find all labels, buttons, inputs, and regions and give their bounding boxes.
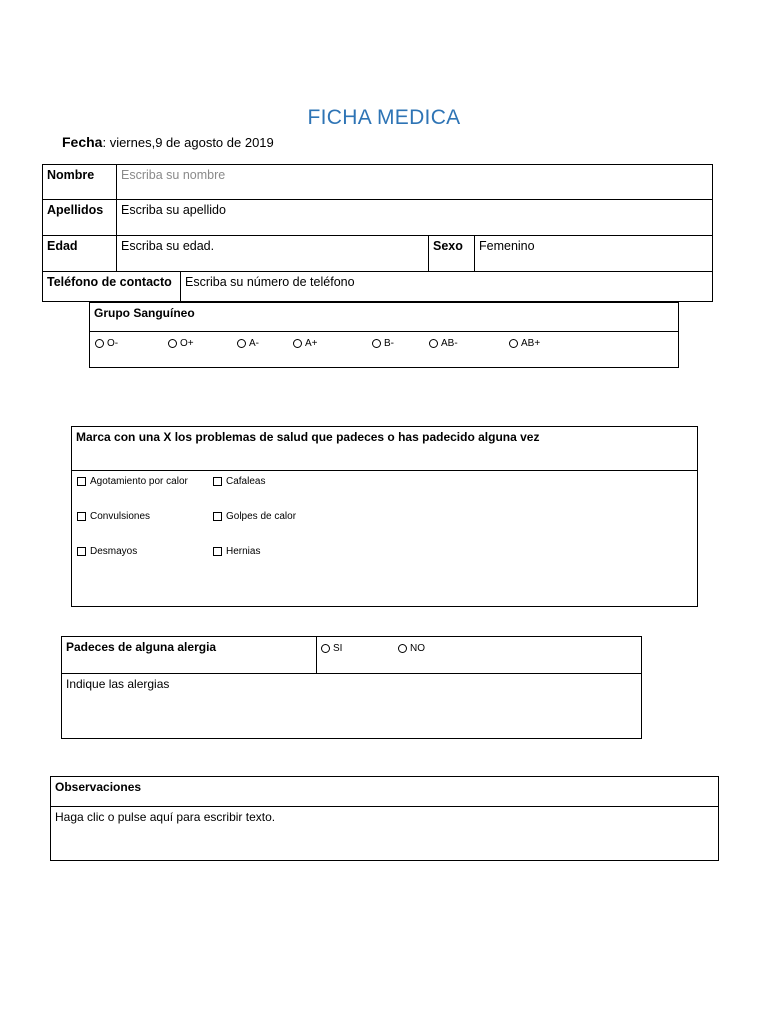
date-line <box>62 134 274 150</box>
telefono-field[interactable]: Escriba su número de teléfono <box>185 275 355 289</box>
edad-label: Edad <box>47 239 78 253</box>
allergy-table <box>61 636 642 739</box>
radio-circle-icon <box>293 339 302 348</box>
checkbox-icon <box>77 547 86 556</box>
checkbox-agotamiento[interactable]: Agotamiento por calor <box>77 476 188 487</box>
checkbox-icon <box>213 547 222 556</box>
observations-table <box>50 776 719 861</box>
problemas-label: Marca con una X los problemas de salud que padeces o has padecido alguna vez <box>76 430 540 444</box>
personal-data-table <box>42 164 713 302</box>
radio-circle-icon <box>372 339 381 348</box>
grupo-label: Grupo Sanguíneo <box>94 306 195 320</box>
sexo-field[interactable]: Femenino <box>479 239 535 253</box>
checkbox-icon <box>77 477 86 486</box>
checkbox-convulsiones[interactable]: Convulsiones <box>77 511 150 522</box>
blood-option-ab-neg[interactable]: AB- <box>429 338 458 349</box>
allergy-details-field[interactable]: Indique las alergias <box>66 677 170 691</box>
checkbox-hernias[interactable]: Hernias <box>213 546 260 557</box>
allergy-option-no[interactable]: NO <box>398 643 425 654</box>
apellidos-label: Apellidos <box>47 203 104 217</box>
checkbox-golpes-de-calor[interactable]: Golpes de calor <box>213 511 296 522</box>
apellidos-field[interactable]: Escriba su apellido <box>121 203 226 217</box>
observaciones-label: Observaciones <box>55 780 142 794</box>
checkbox-desmayos[interactable]: Desmayos <box>77 546 137 557</box>
checkbox-icon <box>77 512 86 521</box>
radio-circle-icon <box>321 644 330 653</box>
nombre-field[interactable]: Escriba su nombre <box>121 168 226 182</box>
observaciones-field[interactable]: Haga clic o pulse aquí para escribir texto. <box>55 810 276 824</box>
fecha-value[interactable]: : viernes,9 de agosto de 2019 <box>102 135 274 150</box>
allergy-option-si[interactable]: SI <box>321 643 342 654</box>
blood-option-o-pos[interactable]: O+ <box>168 338 194 349</box>
checkbox-icon <box>213 477 222 486</box>
blood-option-a-pos[interactable]: A+ <box>293 338 318 349</box>
blood-option-ab-pos[interactable]: AB+ <box>509 338 540 349</box>
edad-field[interactable]: Escriba su edad. <box>121 239 215 253</box>
page-title: FICHA MEDICA <box>307 106 461 129</box>
checkbox-cafaleas[interactable]: Cafaleas <box>213 476 265 487</box>
radio-circle-icon <box>168 339 177 348</box>
radio-circle-icon <box>237 339 246 348</box>
blood-option-b-neg[interactable]: B- <box>372 338 394 349</box>
blood-group-table <box>89 302 679 368</box>
radio-circle-icon <box>398 644 407 653</box>
checkbox-icon <box>213 512 222 521</box>
radio-circle-icon <box>95 339 104 348</box>
blood-option-a-neg[interactable]: A- <box>237 338 259 349</box>
radio-circle-icon <box>509 339 518 348</box>
radio-circle-icon <box>429 339 438 348</box>
health-problems-table <box>71 426 698 607</box>
telefono-label: Teléfono de contacto <box>47 275 172 289</box>
nombre-label: Nombre <box>47 168 95 182</box>
alergia-label: Padeces de alguna alergia <box>66 640 217 654</box>
fecha-label: Fecha <box>62 134 103 150</box>
blood-option-o-neg[interactable]: O- <box>95 338 118 349</box>
sexo-label: Sexo <box>433 239 463 253</box>
